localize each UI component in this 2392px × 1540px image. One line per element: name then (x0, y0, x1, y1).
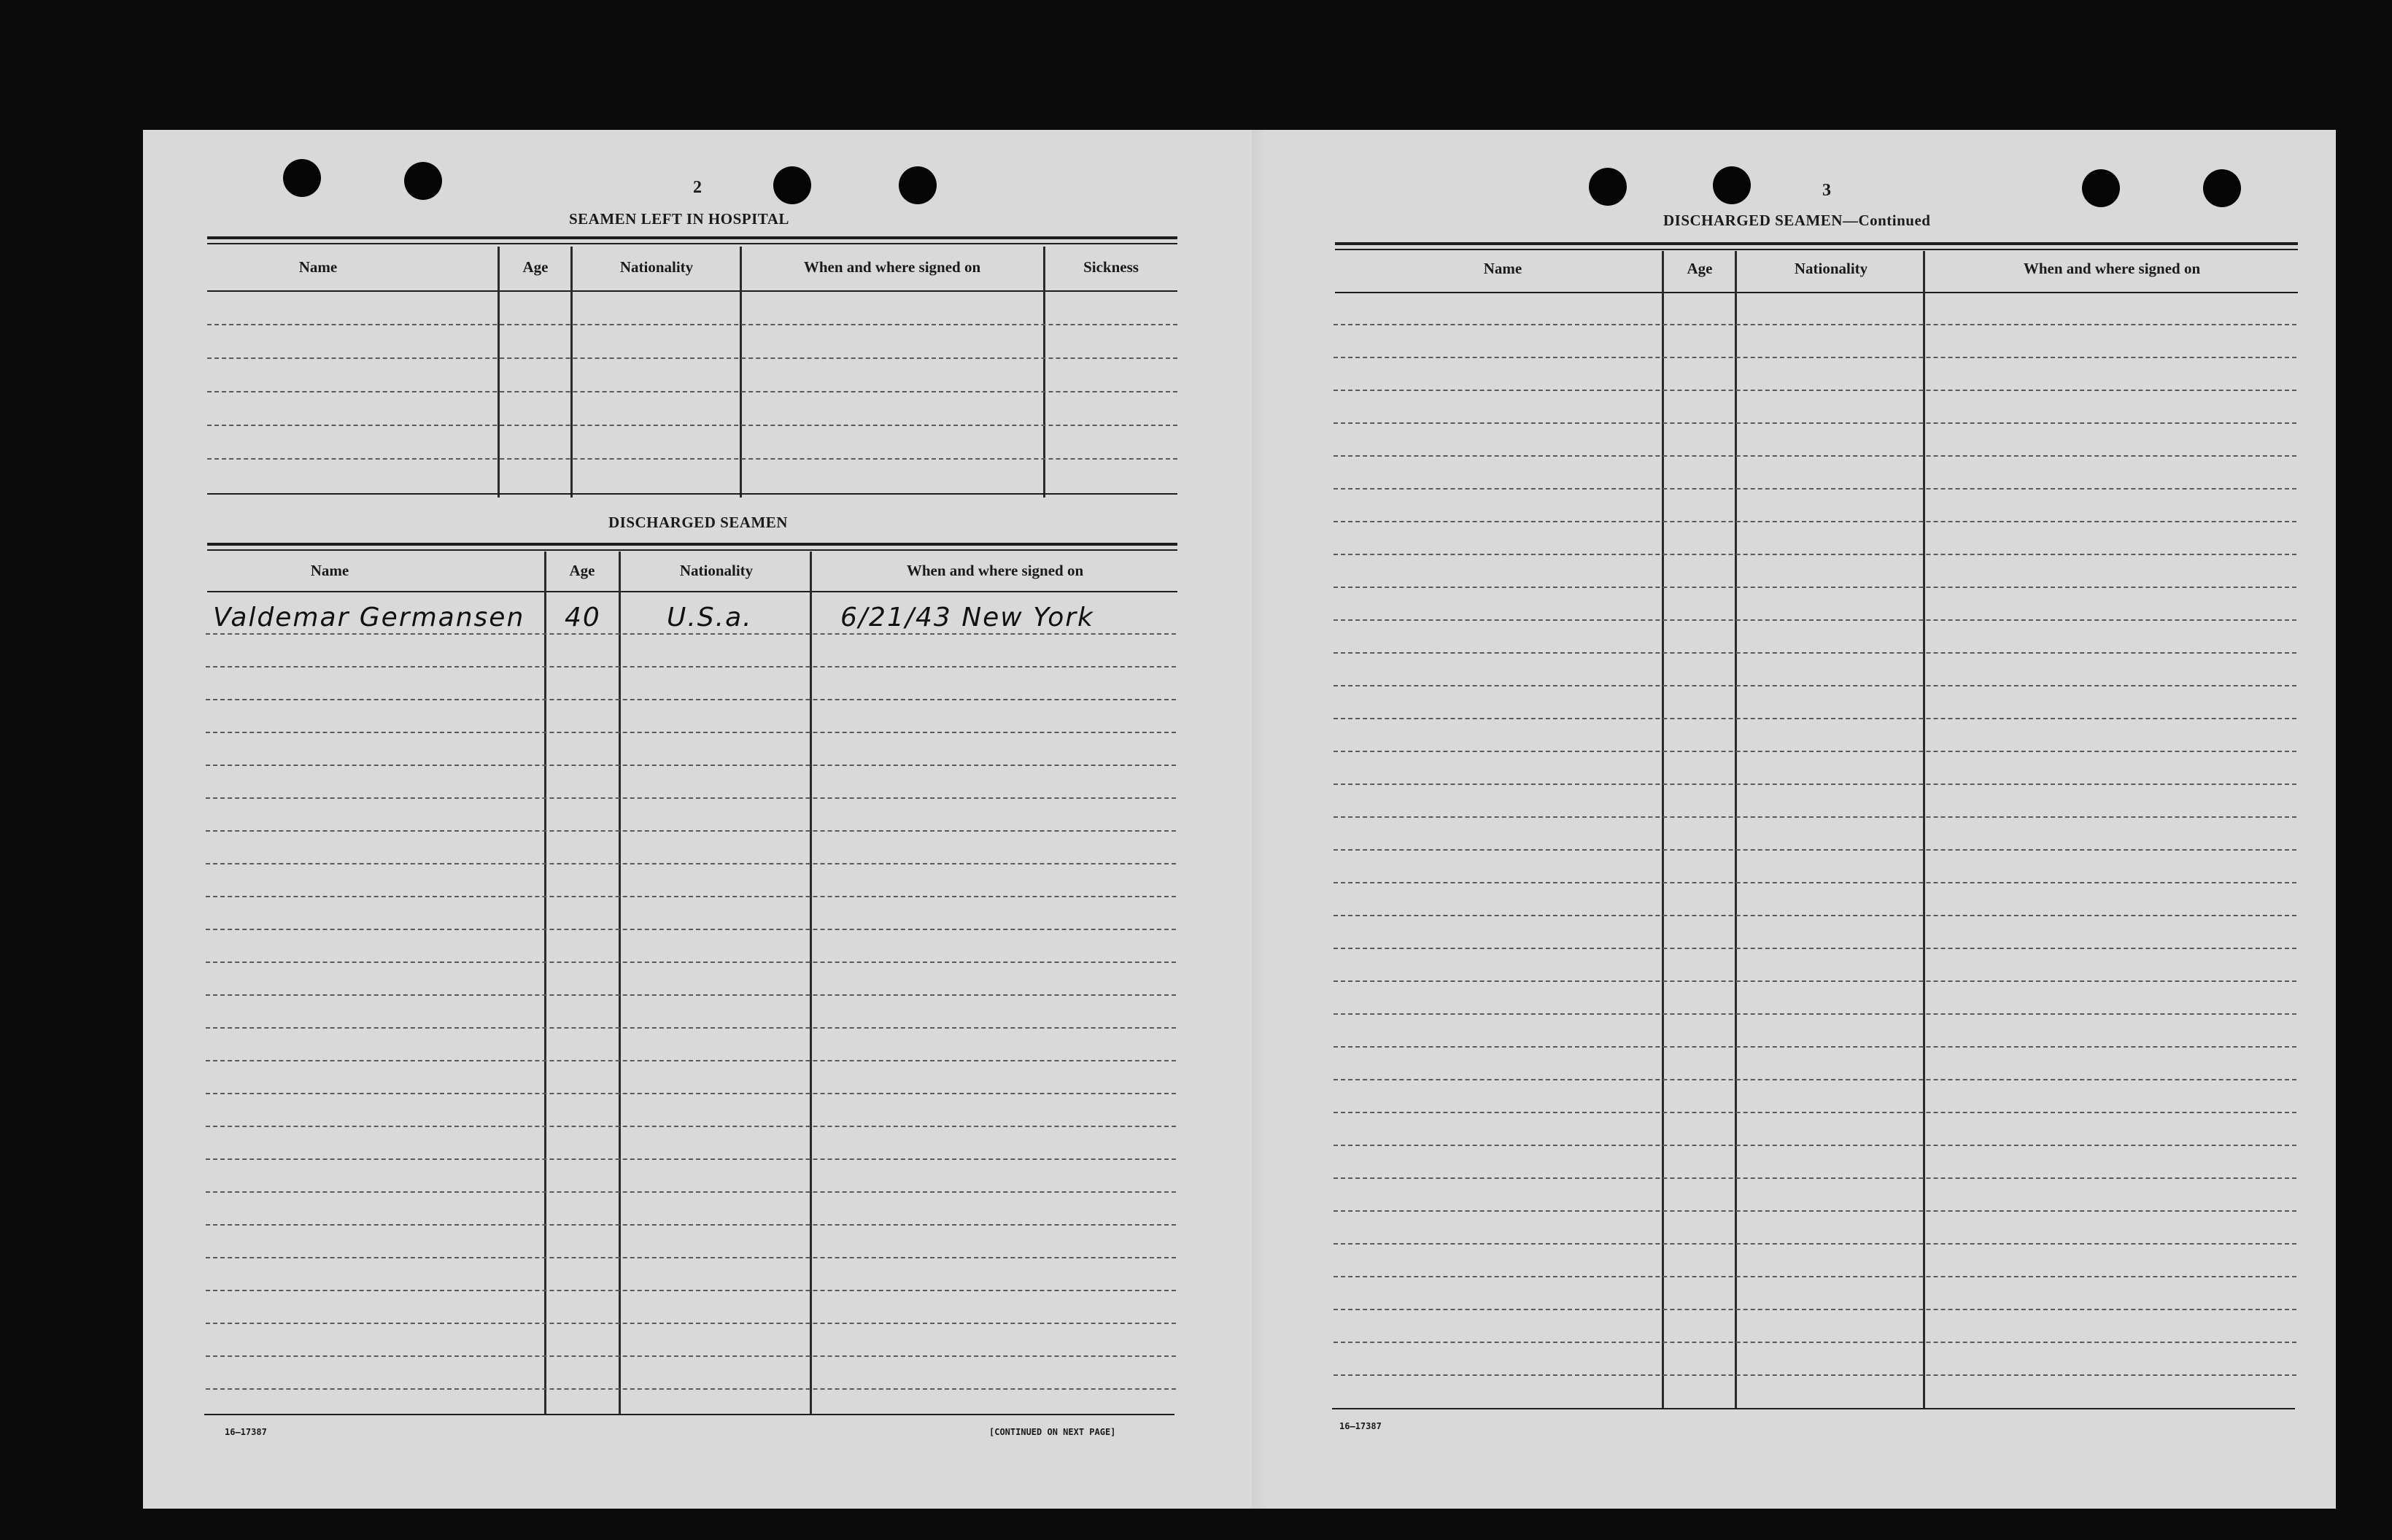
entry-line (206, 1323, 1176, 1324)
entry-line (1334, 1112, 2296, 1113)
hospital-entry-line (207, 425, 1177, 426)
hospital-col-age: Age (522, 258, 549, 276)
right-col-age: Age (1687, 260, 1713, 277)
right-col-divider (1923, 251, 1925, 1409)
hospital-col-divider (740, 247, 742, 498)
hospital-top-rule (207, 236, 1177, 239)
document-sheet (143, 130, 2336, 1509)
hospital-col-divider (498, 247, 500, 498)
entry-line (1334, 1276, 2296, 1277)
entry-line (206, 699, 1176, 700)
entry-line (1334, 422, 2296, 424)
entry-line (1334, 1145, 2296, 1146)
entry-line (206, 797, 1176, 799)
right-bottom-rule (1332, 1408, 2295, 1409)
discharged-col-signed-on: When and where signed on (906, 562, 1084, 579)
entry-line (206, 929, 1176, 930)
right-header-rule (1335, 292, 2298, 293)
discharged-row-signed-on: 6/21/43 New York (840, 603, 1094, 632)
hospital-header-rule (207, 290, 1177, 292)
discharged-col-divider (544, 552, 546, 1414)
entry-line (1334, 390, 2296, 391)
right-col-divider (1735, 251, 1737, 1409)
entry-line (1334, 357, 2296, 358)
entry-line (1334, 1079, 2296, 1080)
punch-hole (1713, 166, 1751, 204)
entry-line (206, 1290, 1176, 1291)
hospital-entry-line (207, 324, 1177, 325)
punch-hole (404, 162, 442, 200)
hospital-entry-line (207, 458, 1177, 460)
punch-hole (1589, 168, 1627, 206)
hospital-section-title: SEAMEN LEFT IN HOSPITAL (569, 210, 789, 228)
page-fold (1252, 130, 1266, 1509)
entry-line (206, 1093, 1176, 1094)
entry-line (1334, 1177, 2296, 1179)
punch-hole (2082, 169, 2120, 207)
entry-line (1334, 718, 2296, 719)
punch-hole (283, 159, 321, 197)
entry-line (1334, 652, 2296, 654)
entry-line (1334, 751, 2296, 752)
entry-line (1334, 554, 2296, 555)
entry-line (1334, 619, 2296, 621)
entry-line (206, 896, 1176, 897)
hospital-col-divider (1043, 247, 1045, 498)
discharged-col-divider (619, 552, 621, 1414)
entry-line (1334, 685, 2296, 686)
continued-note: [CONTINUED ON NEXT PAGE] (989, 1427, 1116, 1437)
entry-line (1334, 1210, 2296, 1212)
discharged-row-name: Valdemar Germansen (213, 603, 525, 632)
entry-line (206, 961, 1176, 963)
hospital-col-divider (570, 247, 573, 498)
discharged-bottom-rule (204, 1414, 1174, 1415)
entry-line (1334, 980, 2296, 982)
entry-line (206, 1191, 1176, 1193)
right-top-rule (1335, 242, 2298, 245)
right-col-signed-on: When and where signed on (2023, 260, 2201, 277)
entry-line (1334, 1309, 2296, 1310)
entry-line (1334, 324, 2296, 325)
entry-line (1334, 882, 2296, 883)
entry-line (206, 830, 1176, 832)
punch-hole (773, 166, 811, 204)
entry-line (1334, 587, 2296, 588)
entry-line (1334, 1342, 2296, 1343)
entry-line (206, 863, 1176, 864)
entry-line (206, 994, 1176, 996)
discharged-section-title: DISCHARGED SEAMEN (608, 514, 788, 531)
hospital-col-signed-on: When and where signed on (803, 258, 981, 276)
entry-line (206, 666, 1176, 668)
discharged-col-name: Name (310, 562, 349, 579)
entry-line (206, 1388, 1176, 1390)
discharged-col-divider (810, 552, 812, 1414)
entry-line (206, 1257, 1176, 1258)
entry-line (1334, 521, 2296, 522)
entry-line (206, 633, 1176, 635)
entry-line (206, 1355, 1176, 1357)
right-col-nationality: Nationality (1794, 260, 1868, 277)
form-code-left: 16—17387 (225, 1427, 267, 1437)
hospital-col-sickness: Sickness (1083, 258, 1139, 276)
right-section-title: DISCHARGED SEAMEN—Continued (1663, 212, 1931, 229)
hospital-col-nationality: Nationality (619, 258, 694, 276)
entry-line (1334, 1046, 2296, 1048)
entry-line (206, 1060, 1176, 1061)
entry-line (206, 732, 1176, 733)
discharged-top-rule-2 (207, 549, 1177, 551)
hospital-col-name: Name (298, 258, 338, 276)
entry-line (1334, 816, 2296, 818)
hospital-top-rule-2 (207, 243, 1177, 244)
entry-line (1334, 488, 2296, 490)
right-col-divider (1662, 251, 1664, 1409)
discharged-row-nationality: U.S.a. (667, 603, 753, 632)
entry-line (1334, 849, 2296, 851)
right-top-rule-2 (1335, 249, 2298, 250)
form-code-right: 16—17387 (1339, 1421, 1382, 1431)
page-number-right: 3 (1822, 181, 1831, 200)
entry-line (1334, 1013, 2296, 1015)
entry-line (1334, 455, 2296, 457)
discharged-row-age: 40 (565, 603, 601, 632)
entry-line (1334, 915, 2296, 916)
punch-hole (2203, 169, 2241, 207)
entry-line (206, 1224, 1176, 1226)
page-number-left: 2 (693, 178, 702, 197)
entry-line (1334, 783, 2296, 785)
hospital-entry-line (207, 357, 1177, 359)
punch-hole (899, 166, 937, 204)
entry-line (206, 765, 1176, 766)
discharged-col-nationality: Nationality (679, 562, 754, 579)
entry-line (206, 1158, 1176, 1160)
entry-line (206, 1027, 1176, 1029)
right-col-name: Name (1483, 260, 1522, 277)
hospital-entry-line (207, 391, 1177, 392)
entry-line (206, 1126, 1176, 1127)
hospital-bottom-rule (207, 493, 1177, 495)
discharged-top-rule (207, 543, 1177, 546)
discharged-col-age: Age (569, 562, 595, 579)
entry-line (1334, 948, 2296, 949)
discharged-header-rule (207, 591, 1177, 592)
entry-line (1334, 1374, 2296, 1376)
entry-line (1334, 1243, 2296, 1245)
